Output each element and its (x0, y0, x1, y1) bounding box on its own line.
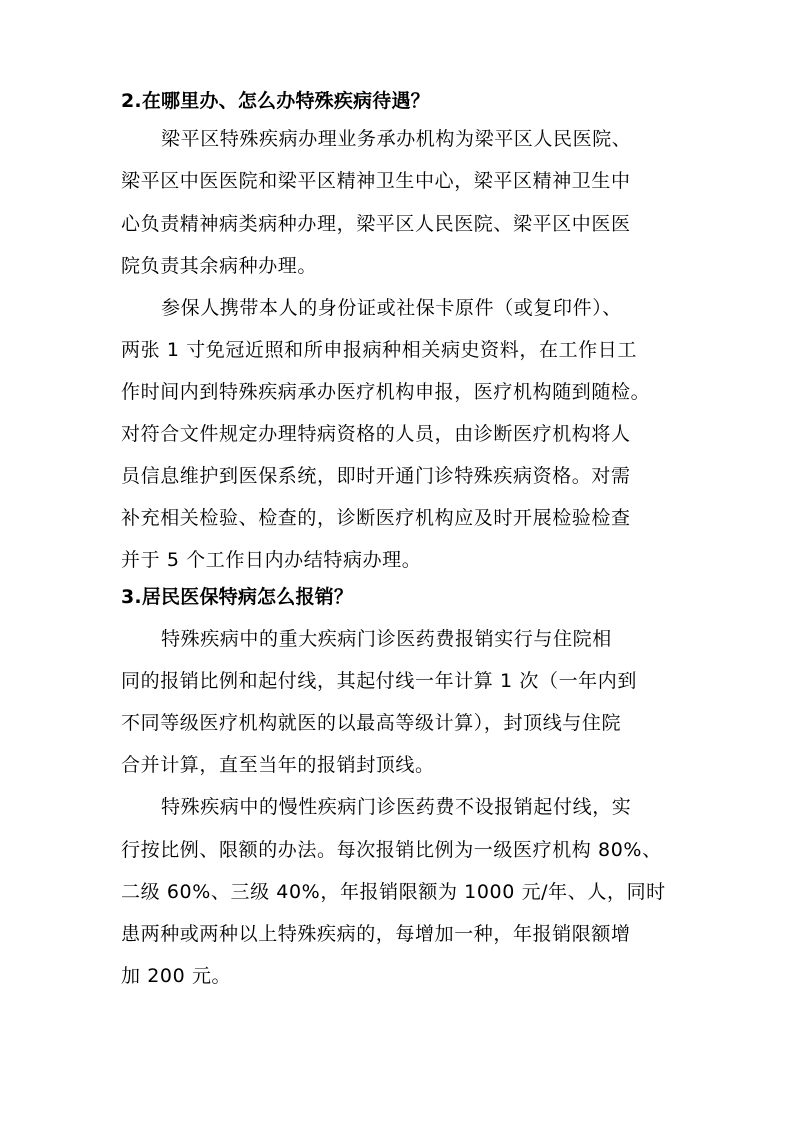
section-heading: 3.居民医保特病怎么报销？ (121, 586, 354, 608)
paragraph-line: 参保人携带本人的身份证或社保卡原件（或复印件）、 (161, 297, 622, 319)
paragraph-line: 加 200 元。 (121, 965, 232, 987)
paragraph-line: 特殊疾病中的重大疾病门诊医药费报销实行与住院相 (161, 628, 612, 650)
paragraph-line: 梁平区中医医院和梁平区精神卫生中心，梁平区精神卫生中 (121, 170, 631, 192)
paragraph-line: 特殊疾病中的慢性疾病门诊医药费不设报销起付线，实 (161, 796, 632, 818)
paragraph-line: 合并计算，直至当年的报销封顶线。 (121, 754, 435, 776)
paragraph-line: 院负责其余病种办理。 (121, 255, 318, 277)
paragraph-line: 梁平区特殊疾病办理业务承办机构为梁平区人民医院、 (161, 128, 632, 150)
paragraph-line: 患两种或两种以上特殊疾病的，每增加一种，年报销限额增 (121, 923, 631, 945)
paragraph-line: 对符合文件规定办理特病资格的人员，由诊断医疗机构将人 (121, 423, 631, 445)
paragraph-line: 同的报销比例和起付线，其起付线一年计算 1 次（一年内到 (121, 670, 637, 692)
paragraph-line: 两张 1 寸免冠近照和所申报病种相关病史资料，在工作日工 (121, 339, 637, 361)
paragraph-line: 二级 60%、三级 40%，年报销限额为 1000 元/年、人，同时 (121, 881, 666, 903)
paragraph-line: 作时间内到特殊疾病承办医疗机构申报，医疗机构随到随检。 (121, 381, 651, 403)
paragraph-line: 并于 5 个工作日内办结特病办理。 (121, 549, 422, 571)
paragraph-line: 不同等级医疗机构就医的以最高等级计算），封顶线与住院 (121, 712, 622, 734)
paragraph-line: 员信息维护到医保系统，即时开通门诊特殊疾病资格。对需 (121, 465, 631, 487)
paragraph-line: 补充相关检验、检查的，诊断医疗机构应及时开展检验检查 (121, 507, 631, 529)
paragraph-line: 心负责精神病类病种办理，梁平区人民医院、梁平区中医医 (121, 213, 631, 235)
paragraph-line: 行按比例、限额的办法。每次报销比例为一级医疗机构 80%、 (121, 839, 662, 861)
section-heading: 2.在哪里办、怎么办特殊疾病待遇？ (121, 90, 430, 112)
